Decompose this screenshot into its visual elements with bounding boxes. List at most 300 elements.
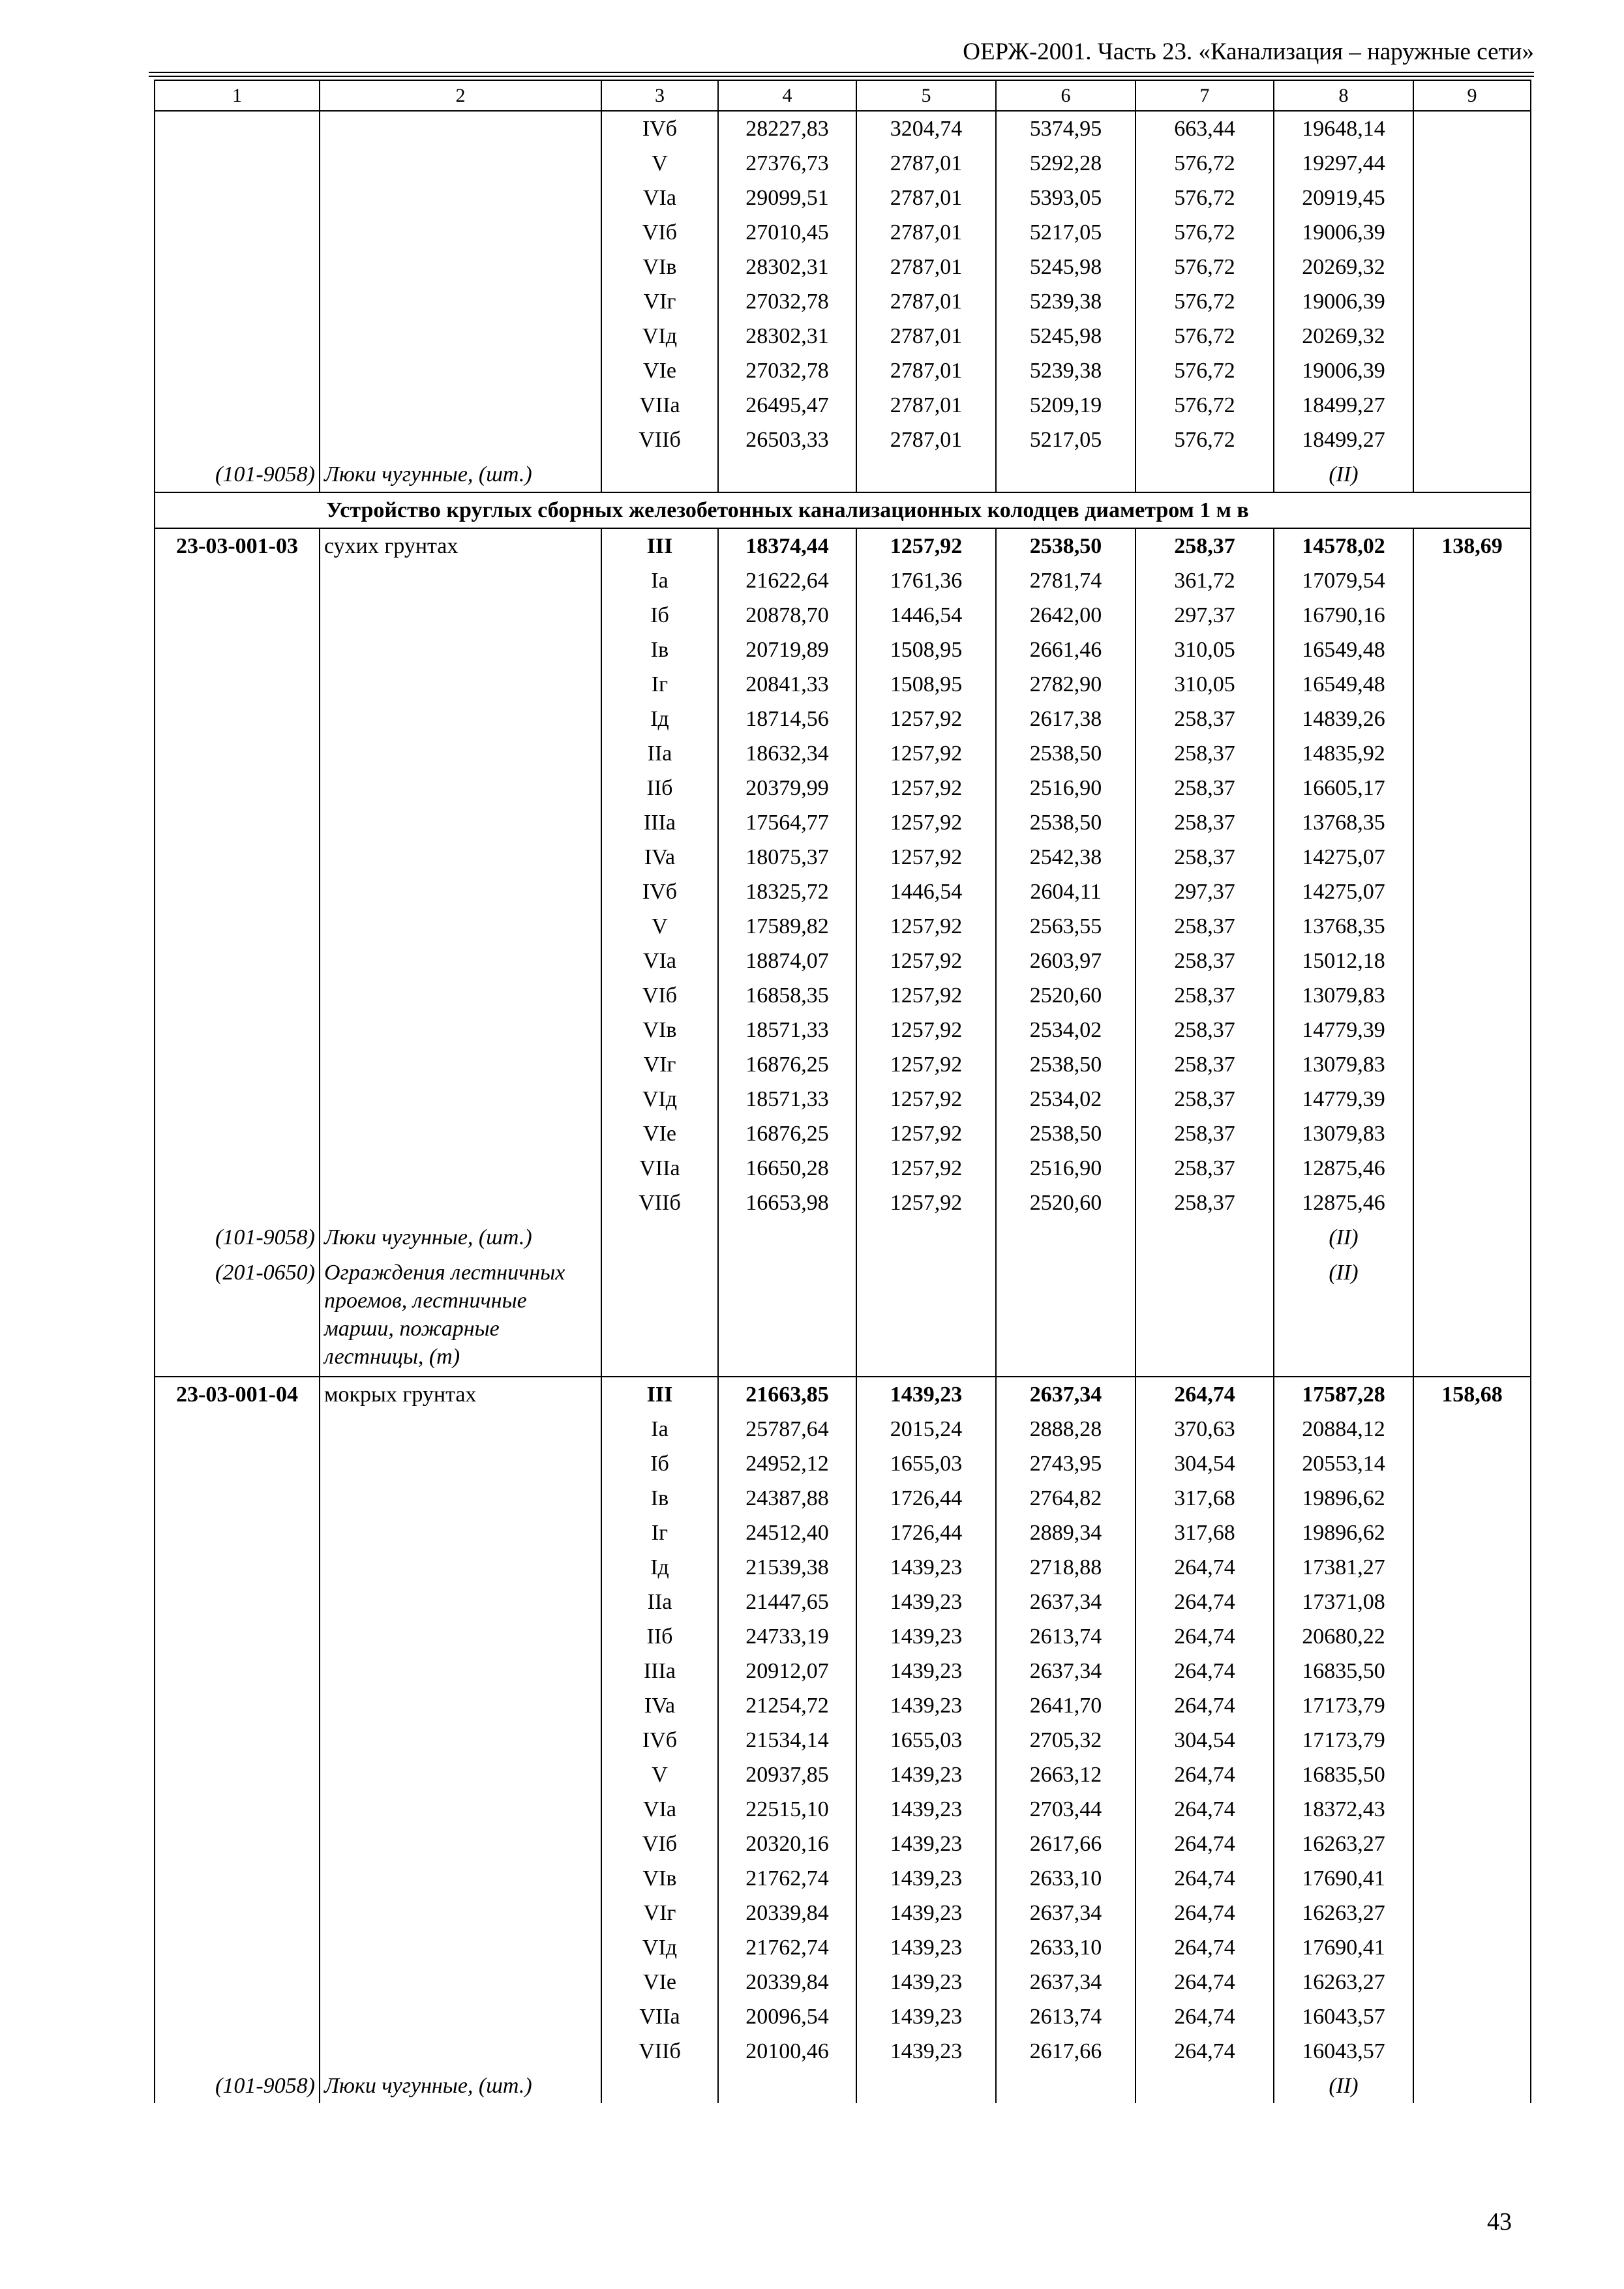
value-cell: 1439,23 — [856, 1688, 996, 1723]
value-cell: 2637,34 — [996, 1896, 1135, 1930]
column-number: 3 — [601, 80, 718, 111]
rate-code-cell — [155, 1412, 320, 1446]
section-title-row — [155, 492, 1531, 528]
value-cell: 18571,33 — [718, 1013, 856, 1047]
zone-cell: Iв — [601, 1481, 718, 1516]
labor-cell — [1413, 1585, 1531, 1619]
value-cell: 21447,65 — [718, 1585, 856, 1619]
value-cell: 27010,45 — [718, 215, 856, 250]
value-cell: 2743,95 — [996, 1446, 1135, 1481]
zone-cell: VIIб — [601, 2034, 718, 2069]
value-cell: 258,37 — [1135, 909, 1274, 944]
value-cell: 12875,46 — [1274, 1151, 1413, 1186]
value-cell: 21534,14 — [718, 1723, 856, 1758]
work-name-cell — [320, 2034, 601, 2069]
table-row — [155, 1481, 1531, 1516]
table-row — [155, 563, 1531, 598]
value-cell: 5217,05 — [996, 215, 1135, 250]
value-cell: 18632,34 — [718, 736, 856, 771]
resource-unit-cell: (II) — [1274, 1220, 1413, 1255]
value-cell: 2782,90 — [996, 667, 1135, 702]
labor-cell — [1413, 840, 1531, 875]
rate-code-cell — [155, 1654, 320, 1688]
labor-cell — [1413, 1654, 1531, 1688]
labor-cell — [1413, 423, 1531, 457]
value-cell: 22515,10 — [718, 1792, 856, 1827]
zone-cell: IVб — [601, 111, 718, 146]
labor-cell — [1413, 1688, 1531, 1723]
rate-code-cell — [155, 978, 320, 1013]
value-cell: 2538,50 — [996, 1116, 1135, 1151]
rate-code-cell — [155, 944, 320, 978]
value-cell: 16263,27 — [1274, 1965, 1413, 1999]
value-cell: 21539,38 — [718, 1550, 856, 1585]
value-cell: 1257,92 — [856, 1013, 996, 1047]
value-cell: 25787,64 — [718, 1412, 856, 1446]
zone-cell: V — [601, 909, 718, 944]
rate-code-cell — [155, 1082, 320, 1116]
work-name-cell — [320, 1186, 601, 1220]
value-cell: 20680,22 — [1274, 1619, 1413, 1654]
value-cell: 19896,62 — [1274, 1516, 1413, 1550]
rate-code-cell — [155, 1151, 320, 1186]
value-cell: 2633,10 — [996, 1861, 1135, 1896]
value-cell: 258,37 — [1135, 978, 1274, 1013]
work-name-cell — [320, 1550, 601, 1585]
value-cell: 13079,83 — [1274, 1047, 1413, 1082]
value-cell: 17079,54 — [1274, 563, 1413, 598]
labor-cell — [1413, 633, 1531, 667]
value-cell: 264,74 — [1135, 1550, 1274, 1585]
resource-name-cell: Люки чугунные, (шт.) — [320, 1220, 601, 1255]
rate-code-cell — [155, 1861, 320, 1896]
table-row — [155, 1619, 1531, 1654]
value-cell: 17564,77 — [718, 805, 856, 840]
value-cell: 16043,57 — [1274, 2034, 1413, 2069]
header-rule-bottom — [149, 76, 1534, 77]
resource-code-cell: (101-9058) — [155, 2069, 320, 2103]
zone-cell: VIe — [601, 1116, 718, 1151]
value-cell: 20841,33 — [718, 667, 856, 702]
value-cell: 1257,92 — [856, 771, 996, 805]
zone-cell: IVa — [601, 1688, 718, 1723]
rates-table — [154, 80, 1531, 2103]
value-cell: 2520,60 — [996, 978, 1135, 1013]
value-cell: 2637,34 — [996, 1654, 1135, 1688]
value-cell: 1439,23 — [856, 2034, 996, 2069]
zone-cell: VIб — [601, 215, 718, 250]
rate-code-cell — [155, 1585, 320, 1619]
rate-code-cell — [155, 1827, 320, 1861]
labor-cell — [1413, 1758, 1531, 1792]
rate-code-cell — [155, 353, 320, 388]
table-row — [155, 1082, 1531, 1116]
empty-cell — [718, 1220, 856, 1255]
table-row — [155, 944, 1531, 978]
value-cell: 1439,23 — [856, 1792, 996, 1827]
value-cell: 1439,23 — [856, 1930, 996, 1965]
empty-cell — [996, 457, 1135, 492]
value-cell: 576,72 — [1135, 319, 1274, 353]
empty-cell — [996, 2069, 1135, 2103]
value-cell: 18499,27 — [1274, 388, 1413, 423]
table-row — [155, 388, 1531, 423]
labor-cell — [1413, 1965, 1531, 1999]
empty-cell — [1135, 1255, 1274, 1377]
work-name-cell — [320, 1412, 601, 1446]
resource-name-cell: Люки чугунные, (шт.) — [320, 457, 601, 492]
work-name-cell — [320, 1930, 601, 1965]
value-cell: 28302,31 — [718, 319, 856, 353]
work-name-cell — [320, 250, 601, 284]
value-cell: 297,37 — [1135, 598, 1274, 633]
labor-cell — [1413, 1186, 1531, 1220]
value-cell: 1439,23 — [856, 1550, 996, 1585]
value-cell: 2633,10 — [996, 1930, 1135, 1965]
labor-cell — [1413, 319, 1531, 353]
zone-cell: VIб — [601, 1827, 718, 1861]
value-cell: 2516,90 — [996, 771, 1135, 805]
labor-cell — [1413, 146, 1531, 181]
work-name-cell — [320, 111, 601, 146]
table-row — [155, 1412, 1531, 1446]
rate-code-cell — [155, 2034, 320, 2069]
value-cell: 1508,95 — [856, 633, 996, 667]
value-cell: 20553,14 — [1274, 1446, 1413, 1481]
column-number: 1 — [155, 80, 320, 111]
table-row — [155, 909, 1531, 944]
value-cell: 17589,82 — [718, 909, 856, 944]
labor-cell — [1413, 1550, 1531, 1585]
labor-cell — [1413, 1792, 1531, 1827]
labor-cell — [1413, 598, 1531, 633]
table-row — [155, 1516, 1531, 1550]
value-cell: 21762,74 — [718, 1930, 856, 1965]
value-cell: 1257,92 — [856, 840, 996, 875]
value-cell: 264,74 — [1135, 1654, 1274, 1688]
value-cell: 27376,73 — [718, 146, 856, 181]
zone-cell: VIг — [601, 284, 718, 319]
value-cell: 2542,38 — [996, 840, 1135, 875]
rate-code-cell — [155, 1792, 320, 1827]
value-cell: 2538,50 — [996, 1047, 1135, 1082]
value-cell: 29099,51 — [718, 181, 856, 215]
value-cell: 1726,44 — [856, 1516, 996, 1550]
empty-cell — [1413, 1255, 1531, 1377]
labor-cell — [1413, 215, 1531, 250]
labor-cell — [1413, 771, 1531, 805]
value-cell: 264,74 — [1135, 1861, 1274, 1896]
value-cell: 1439,23 — [856, 1896, 996, 1930]
value-cell: 576,72 — [1135, 215, 1274, 250]
value-cell: 19006,39 — [1274, 215, 1413, 250]
table-row — [155, 598, 1531, 633]
value-cell: 576,72 — [1135, 250, 1274, 284]
work-name-cell — [320, 1116, 601, 1151]
work-name-cell — [320, 1516, 601, 1550]
column-number: 4 — [718, 80, 856, 111]
empty-cell — [996, 1220, 1135, 1255]
rate-code-cell — [155, 1688, 320, 1723]
empty-cell — [718, 1255, 856, 1377]
value-cell: 2889,34 — [996, 1516, 1135, 1550]
table-row — [155, 1654, 1531, 1688]
value-cell: 21622,64 — [718, 563, 856, 598]
labor-cell — [1413, 1481, 1531, 1516]
value-cell: 2764,82 — [996, 1481, 1135, 1516]
value-cell: 21254,72 — [718, 1688, 856, 1723]
value-cell: 15012,18 — [1274, 944, 1413, 978]
labor-cell — [1413, 181, 1531, 215]
empty-cell — [1135, 457, 1274, 492]
zone-cell: VIIa — [601, 1999, 718, 2034]
labor-cell — [1413, 1896, 1531, 1930]
value-cell: 16790,16 — [1274, 598, 1413, 633]
value-cell: 361,72 — [1135, 563, 1274, 598]
rate-code-cell — [155, 1758, 320, 1792]
table-row — [155, 1013, 1531, 1047]
rate-code-cell — [155, 215, 320, 250]
work-name-cell — [320, 353, 601, 388]
rate-code-cell — [155, 563, 320, 598]
note-row — [155, 457, 1531, 492]
value-cell: 20096,54 — [718, 1999, 856, 2034]
zone-cell: VIa — [601, 181, 718, 215]
value-cell: 1439,23 — [856, 1377, 996, 1412]
work-name-cell — [320, 1654, 601, 1688]
value-cell: 264,74 — [1135, 2034, 1274, 2069]
value-cell: 2787,01 — [856, 319, 996, 353]
value-cell: 663,44 — [1135, 111, 1274, 146]
value-cell: 258,37 — [1135, 1013, 1274, 1047]
empty-cell — [155, 492, 320, 528]
value-cell: 264,74 — [1135, 1758, 1274, 1792]
labor-cell — [1413, 353, 1531, 388]
labor-cell — [1413, 1861, 1531, 1896]
table-row — [155, 284, 1531, 319]
value-cell: 14779,39 — [1274, 1082, 1413, 1116]
value-cell: 16858,35 — [718, 978, 856, 1013]
work-name-cell — [320, 1861, 601, 1896]
zone-cell: VIг — [601, 1896, 718, 1930]
value-cell: 2613,74 — [996, 1619, 1135, 1654]
value-cell: 24512,40 — [718, 1516, 856, 1550]
rate-code-cell — [155, 1896, 320, 1930]
table-row — [155, 771, 1531, 805]
zone-cell: Iд — [601, 1550, 718, 1585]
value-cell: 20912,07 — [718, 1654, 856, 1688]
value-cell: 304,54 — [1135, 1446, 1274, 1481]
value-cell: 13768,35 — [1274, 805, 1413, 840]
value-cell: 1257,92 — [856, 736, 996, 771]
value-cell: 20100,46 — [718, 2034, 856, 2069]
table-row — [155, 702, 1531, 736]
table-row — [155, 805, 1531, 840]
value-cell: 2534,02 — [996, 1013, 1135, 1047]
rate-code-cell — [155, 1516, 320, 1550]
value-cell: 12875,46 — [1274, 1186, 1413, 1220]
value-cell: 310,05 — [1135, 633, 1274, 667]
work-name-cell — [320, 978, 601, 1013]
work-name-cell — [320, 1827, 601, 1861]
labor-cell — [1413, 388, 1531, 423]
value-cell: 2563,55 — [996, 909, 1135, 944]
value-cell: 13079,83 — [1274, 978, 1413, 1013]
zone-cell: IVa — [601, 840, 718, 875]
rate-code-cell — [155, 250, 320, 284]
table-row — [155, 528, 1531, 563]
zone-cell: Iв — [601, 633, 718, 667]
value-cell: 14578,02 — [1274, 528, 1413, 563]
value-cell: 16605,17 — [1274, 771, 1413, 805]
labor-cell — [1413, 978, 1531, 1013]
work-name-cell — [320, 702, 601, 736]
rate-code-cell — [155, 771, 320, 805]
empty-cell — [718, 2069, 856, 2103]
table-row — [155, 1827, 1531, 1861]
value-cell: 14779,39 — [1274, 1013, 1413, 1047]
value-cell: 20320,16 — [718, 1827, 856, 1861]
work-name-cell — [320, 1688, 601, 1723]
table-row — [155, 667, 1531, 702]
rate-code-cell — [155, 1013, 320, 1047]
table-row — [155, 1965, 1531, 1999]
work-name-cell — [320, 1999, 601, 2034]
page-header: ОЕРЖ-2001. Часть 23. «Канализация – наружные сети» — [963, 38, 1534, 65]
rate-code-cell — [155, 909, 320, 944]
rate-code-cell — [155, 1999, 320, 2034]
zone-cell: IIб — [601, 1619, 718, 1654]
resource-name-cell: Ограждения лестничных проемов, лестничные марши, пожарные лестницы, (т) — [320, 1255, 601, 1377]
empty-cell — [1135, 1220, 1274, 1255]
value-cell: 310,05 — [1135, 667, 1274, 702]
section-title: Устройство круглых сборных железобетонных канализационных колодцев диаметром 1 м в — [320, 492, 1531, 528]
table-row — [155, 319, 1531, 353]
value-cell: 1439,23 — [856, 1619, 996, 1654]
zone-cell: VIв — [601, 1013, 718, 1047]
zone-cell: Iг — [601, 667, 718, 702]
table-row — [155, 1688, 1531, 1723]
zone-cell: VIa — [601, 1792, 718, 1827]
work-name-cell — [320, 944, 601, 978]
zone-cell: III — [601, 528, 718, 563]
empty-cell — [856, 2069, 996, 2103]
labor-cell — [1413, 1082, 1531, 1116]
value-cell: 21762,74 — [718, 1861, 856, 1896]
value-cell: 5245,98 — [996, 250, 1135, 284]
column-number: 7 — [1135, 80, 1274, 111]
value-cell: 2718,88 — [996, 1550, 1135, 1585]
table-row — [155, 2034, 1531, 2069]
value-cell: 264,74 — [1135, 1999, 1274, 2034]
value-cell: 1257,92 — [856, 1151, 996, 1186]
value-cell: 17587,28 — [1274, 1377, 1413, 1412]
value-cell: 2617,66 — [996, 2034, 1135, 2069]
value-cell: 2538,50 — [996, 528, 1135, 563]
value-cell: 1761,36 — [856, 563, 996, 598]
work-name-cell — [320, 1481, 601, 1516]
rate-code-cell — [155, 1930, 320, 1965]
zone-cell: IIб — [601, 771, 718, 805]
value-cell: 258,37 — [1135, 805, 1274, 840]
value-cell: 17381,27 — [1274, 1550, 1413, 1585]
value-cell: 19006,39 — [1274, 284, 1413, 319]
work-name-cell — [320, 875, 601, 909]
resource-unit-cell: (II) — [1274, 2069, 1413, 2103]
zone-cell: VIIa — [601, 1151, 718, 1186]
work-name-cell — [320, 736, 601, 771]
value-cell: 264,74 — [1135, 1585, 1274, 1619]
value-cell: 20269,32 — [1274, 250, 1413, 284]
value-cell: 2520,60 — [996, 1186, 1135, 1220]
work-name-cell — [320, 1446, 601, 1481]
labor-cell — [1413, 1151, 1531, 1186]
value-cell: 258,37 — [1135, 1186, 1274, 1220]
work-name-cell — [320, 388, 601, 423]
value-cell: 2538,50 — [996, 736, 1135, 771]
value-cell: 1446,54 — [856, 875, 996, 909]
value-cell: 16549,48 — [1274, 667, 1413, 702]
value-cell: 1508,95 — [856, 667, 996, 702]
value-cell: 27032,78 — [718, 353, 856, 388]
value-cell: 1257,92 — [856, 1082, 996, 1116]
value-cell: 28302,31 — [718, 250, 856, 284]
rate-code-cell — [155, 598, 320, 633]
value-cell: 2604,11 — [996, 875, 1135, 909]
resource-code-cell: (101-9058) — [155, 1220, 320, 1255]
value-cell: 18374,44 — [718, 528, 856, 563]
value-cell: 5374,95 — [996, 111, 1135, 146]
value-cell: 1257,92 — [856, 528, 996, 563]
value-cell: 2787,01 — [856, 215, 996, 250]
table-row — [155, 1585, 1531, 1619]
value-cell: 24733,19 — [718, 1619, 856, 1654]
table-row — [155, 146, 1531, 181]
work-name-cell — [320, 1723, 601, 1758]
value-cell: 258,37 — [1135, 1082, 1274, 1116]
labor-cell — [1413, 1930, 1531, 1965]
work-name-cell — [320, 1047, 601, 1082]
labor-cell — [1413, 563, 1531, 598]
zone-cell: V — [601, 146, 718, 181]
value-cell: 14275,07 — [1274, 875, 1413, 909]
zone-cell: Ia — [601, 1412, 718, 1446]
resource-unit-cell: (II) — [1274, 457, 1413, 492]
value-cell: 1257,92 — [856, 1047, 996, 1082]
value-cell: 1439,23 — [856, 1585, 996, 1619]
work-name-cell — [320, 284, 601, 319]
value-cell: 258,37 — [1135, 771, 1274, 805]
rate-code-cell — [155, 1047, 320, 1082]
value-cell: 2787,01 — [856, 181, 996, 215]
value-cell: 19896,62 — [1274, 1481, 1413, 1516]
table-row — [155, 1186, 1531, 1220]
work-name-cell — [320, 909, 601, 944]
rate-code-cell — [155, 146, 320, 181]
table-row — [155, 111, 1531, 146]
rate-code-cell — [155, 319, 320, 353]
rates-table-body — [155, 80, 1531, 2103]
labor-cell — [1413, 1516, 1531, 1550]
value-cell: 2781,74 — [996, 563, 1135, 598]
value-cell: 16263,27 — [1274, 1896, 1413, 1930]
table-row — [155, 978, 1531, 1013]
value-cell: 258,37 — [1135, 1151, 1274, 1186]
work-name-cell — [320, 771, 601, 805]
rate-code-cell — [155, 423, 320, 457]
table-row — [155, 840, 1531, 875]
value-cell: 16650,28 — [718, 1151, 856, 1186]
